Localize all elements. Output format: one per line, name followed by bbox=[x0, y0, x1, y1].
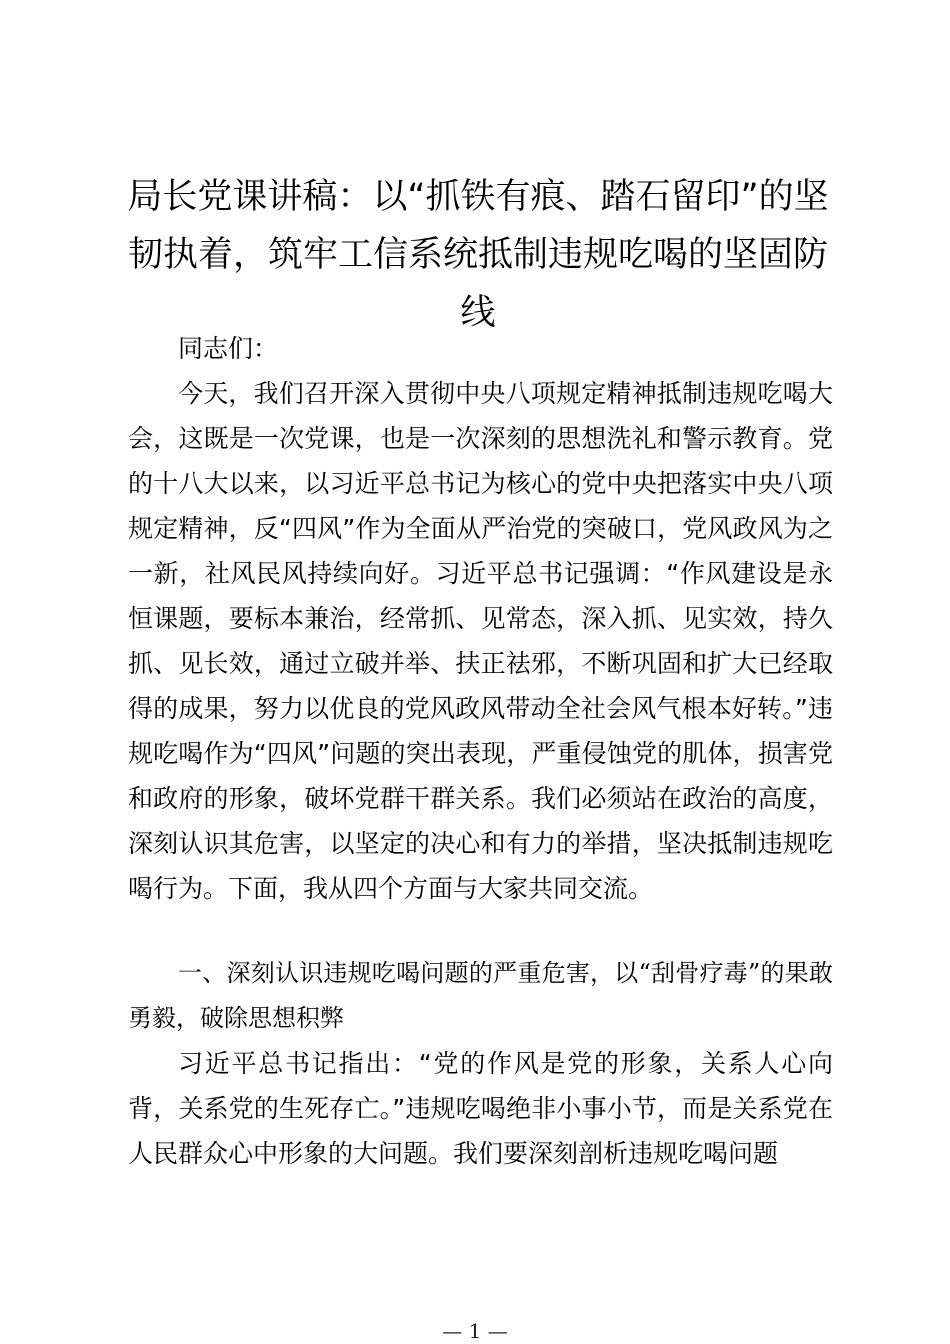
body-paragraph-2: 习近平总书记指出：“党的作风是党的形象，关系人心向背，关系党的生死存亡。”违规吃喝绝非小事小节，而是关系党在人民群众心中形象的大问题。我们要深刻剖析违规吃喝问题 bbox=[128, 1049, 833, 1168]
salutation: 同志们： bbox=[178, 334, 279, 363]
page-number: — 1 — bbox=[442, 1319, 508, 1343]
section-heading-1: 一、深刻认识违规吃喝问题的严重危害，以“刮骨疗毒”的果敢勇毅，破除思想积弊 bbox=[128, 959, 833, 1032]
body-paragraph-1: 今天，我们召开深入贯彻中央八项规定精神抵制违规吃喝大会，这既是一次党课，也是一次深刻的思想洗礼和警示教育。党的十八大以来，以习近平总书记为核心的党中央把落实中央八项规定精神，反“四风”作为全面从严治党的突破口，党风政风为之一新，社风民风持续向好。习近平总书记强调：“作风建设是永恒课题，要标本兼治，经常抓、见常态，深入抓、见实效，持久抓、见长效，通过立破并举、扶正祛邪，不断巩固和扩大已经取得的成果，努力以优良的党风政风带动全社会风气根本好转。”违规吃喝作为“四风”问题的突出表现，严重侵蚀党的肌体，损害党和政府的形象，破坏党群干群关系。我们必须站在政治的高度，深刻认识其危害，以坚定的决心和有力的举措，坚决抵制违规吃喝行为。下面，我从四个方面与大家共同交流。 bbox=[128, 379, 833, 903]
document-title: 局长党课讲稿：以“抓铁有痕、踏石留印”的坚韧执着，筑牢工信系统抵制违规吃喝的坚固防线 bbox=[127, 177, 829, 333]
